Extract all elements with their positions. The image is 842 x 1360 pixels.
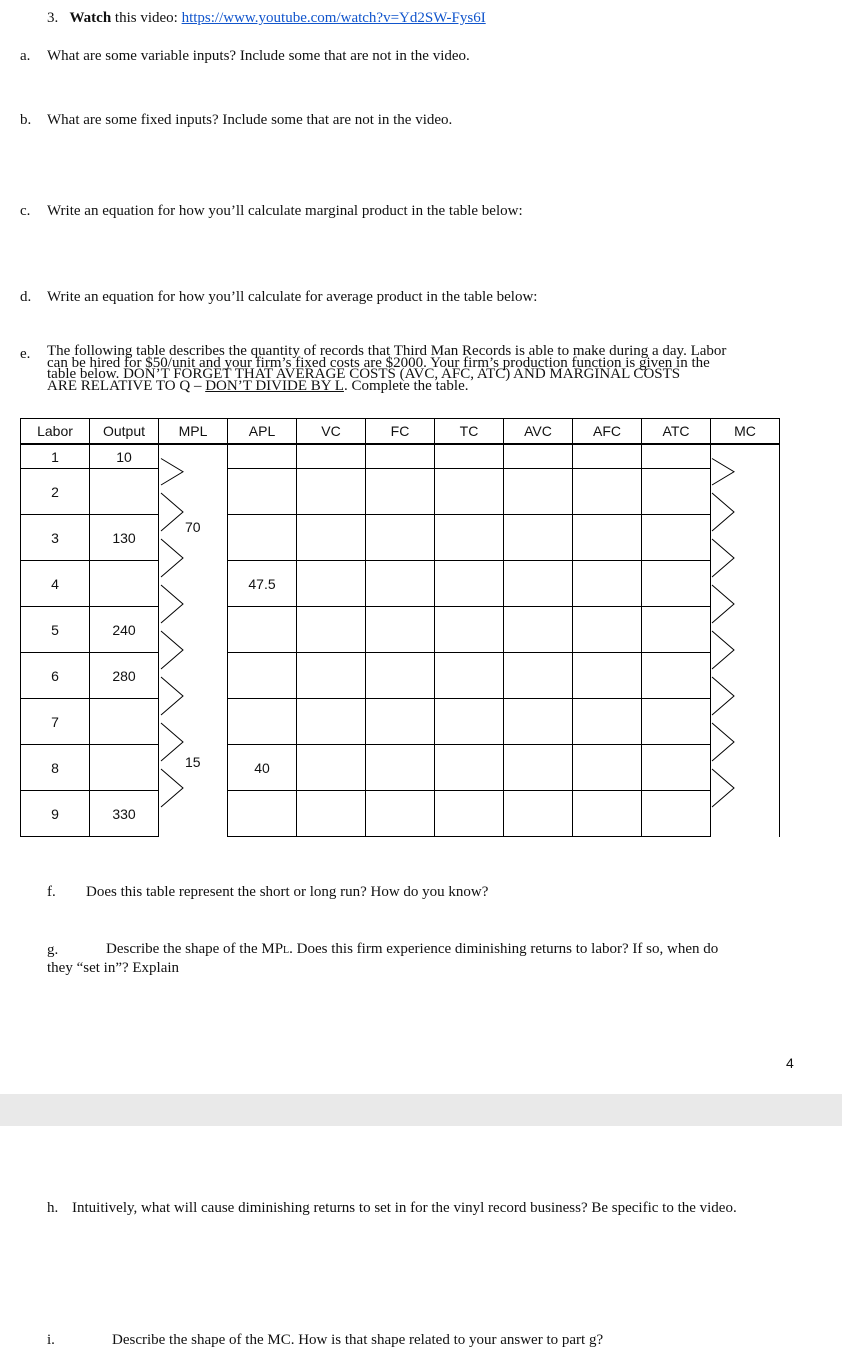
label-g: g. (47, 942, 59, 958)
mpl-chevron-arrow (161, 723, 183, 761)
question-e-line4 (47, 377, 807, 394)
cell-output: 330 (90, 791, 159, 837)
cell-avc[interactable] (504, 515, 573, 561)
cell-tc[interactable] (435, 607, 504, 653)
mc-chevron-arrow (712, 493, 734, 531)
label-c: c. (20, 203, 31, 219)
label-h: h. (47, 1200, 59, 1216)
cell-atc[interactable] (642, 515, 711, 561)
mpl-chevron-arrow (161, 459, 183, 486)
question-b: What are some fixed inputs? Include some that are not in the video. (47, 112, 453, 128)
cell-vc[interactable] (297, 745, 366, 791)
cell-apl[interactable] (228, 653, 297, 699)
cell-output[interactable] (90, 745, 159, 791)
cell-apl[interactable] (228, 444, 297, 469)
table-row (21, 515, 780, 561)
label-i: i. (47, 1332, 55, 1348)
cell-vc[interactable] (297, 515, 366, 561)
table-row (21, 699, 780, 745)
cell-apl[interactable] (228, 607, 297, 653)
cell-labor: 4 (21, 561, 90, 607)
mc-chevron-arrow (712, 677, 734, 715)
header-mc: MC (711, 419, 780, 445)
cell-atc[interactable] (642, 607, 711, 653)
cell-apl[interactable] (228, 515, 297, 561)
cell-avc[interactable] (504, 653, 573, 699)
table-row (21, 653, 780, 699)
header-apl: APL (228, 419, 297, 445)
cell-afc[interactable] (573, 444, 642, 469)
mpl-chevron-arrow (161, 677, 183, 715)
cost-table (20, 418, 780, 837)
cell-vc[interactable] (297, 653, 366, 699)
cell-labor: 7 (21, 699, 90, 745)
header-vc: VC (297, 419, 366, 445)
cell-avc[interactable] (504, 607, 573, 653)
question-e-line4a: ARE RELATIVE TO Q – (47, 377, 206, 394)
table-row (21, 561, 780, 607)
mpl-value-15: 15 (185, 754, 201, 770)
cell-labor: 3 (21, 515, 90, 561)
mpl-value-70: 70 (185, 519, 201, 535)
cell-output: 10 (90, 444, 159, 469)
cell-avc[interactable] (504, 699, 573, 745)
mpl-chevron-arrow (161, 539, 183, 577)
video-link[interactable]: https://www.youtube.com/watch?v=Yd2SW-Fys6I (181, 10, 486, 26)
header-mpl: MPL (159, 419, 228, 445)
cell-avc[interactable] (504, 469, 573, 515)
cell-tc[interactable] (435, 444, 504, 469)
cell-fc[interactable] (366, 469, 435, 515)
cell-labor: 5 (21, 607, 90, 653)
question-number: 3. (47, 10, 59, 26)
header-afc: AFC (573, 419, 642, 445)
question-i: Describe the shape of the MC. How is that shape related to your answer to part g? (112, 1332, 604, 1348)
cell-atc[interactable] (642, 561, 711, 607)
question-h: Intuitively, what will cause diminishing returns to set in for the vinyl record business? Be specific to the video. (72, 1200, 737, 1216)
cell-afc[interactable] (573, 469, 642, 515)
question-e-line4c: . Complete the table. (343, 377, 469, 394)
question-f: Does this table represent the short or long run? How do you know? (86, 884, 489, 900)
cell-vc[interactable] (297, 699, 366, 745)
table-row (21, 745, 780, 791)
cell-fc[interactable] (366, 745, 435, 791)
mpl-chevron-arrow (161, 585, 183, 623)
question-g-subscript: L (283, 945, 290, 956)
cell-atc[interactable] (642, 653, 711, 699)
question-3 (47, 9, 486, 27)
cell-tc[interactable] (435, 561, 504, 607)
cell-afc[interactable] (573, 791, 642, 837)
cell-tc[interactable] (435, 745, 504, 791)
cell-apl: 47.5 (228, 561, 297, 607)
cell-fc[interactable] (366, 653, 435, 699)
cell-vc[interactable] (297, 444, 366, 469)
cell-atc[interactable] (642, 444, 711, 469)
cell-afc[interactable] (573, 653, 642, 699)
header-output: Output (90, 419, 159, 445)
question-e-line2: can be hired for $50/unit and your firm’s fixed costs are $2000. Your firm’s production function is given in the (47, 354, 710, 371)
cell-afc[interactable] (573, 699, 642, 745)
cell-atc[interactable] (642, 699, 711, 745)
cell-fc[interactable] (366, 791, 435, 837)
cell-fc[interactable] (366, 444, 435, 469)
table-row (21, 791, 780, 837)
cell-avc[interactable] (504, 745, 573, 791)
cell-afc[interactable] (573, 561, 642, 607)
mpl-chevron-arrow (161, 769, 183, 807)
question-d: Write an equation for how you’ll calculate for average product in the table below: (47, 289, 538, 305)
cell-output: 130 (90, 515, 159, 561)
cell-afc[interactable] (573, 607, 642, 653)
mc-chevron-arrow (712, 723, 734, 761)
label-b: b. (20, 112, 32, 128)
cell-fc[interactable] (366, 561, 435, 607)
table-row (21, 607, 780, 653)
cell-labor: 8 (21, 745, 90, 791)
cell-tc[interactable] (435, 469, 504, 515)
label-d: d. (20, 289, 32, 305)
cell-atc[interactable] (642, 469, 711, 515)
mc-chevron-arrow (712, 459, 734, 486)
cell-output[interactable] (90, 699, 159, 745)
question-e-line1: The following table describes the quantity of records that Third Man Records is able to make during a day. Labor (47, 343, 727, 359)
label-e: e. (20, 346, 31, 362)
cell-output: 240 (90, 607, 159, 653)
label-f: f. (47, 884, 56, 900)
cell-vc[interactable] (297, 607, 366, 653)
cell-avc[interactable] (504, 561, 573, 607)
header-fc: FC (366, 419, 435, 445)
cell-avc[interactable] (504, 444, 573, 469)
cell-labor: 1 (21, 444, 90, 469)
cell-output[interactable] (90, 469, 159, 515)
header-labor: Labor (21, 419, 90, 445)
mc-chevron-arrow (712, 769, 734, 807)
cell-fc[interactable] (366, 515, 435, 561)
cell-labor: 9 (21, 791, 90, 837)
question-c: Write an equation for how you’ll calculate marginal product in the table below: (47, 203, 523, 219)
mpl-arrow-column (158, 443, 227, 845)
cell-afc[interactable] (573, 515, 642, 561)
question-e-line4b: DON’T DIVIDE BY L (205, 377, 344, 394)
question-g-line2: they “set in”? Explain (47, 960, 180, 976)
cell-vc[interactable] (297, 791, 366, 837)
page-number: 4 (786, 1055, 794, 1071)
cell-afc[interactable] (573, 745, 642, 791)
cell-labor: 2 (21, 469, 90, 515)
cell-tc[interactable] (435, 653, 504, 699)
mc-chevron-arrow (712, 631, 734, 669)
question-bold-word: Watch (69, 10, 112, 26)
cell-tc[interactable] (435, 515, 504, 561)
cell-apl: 40 (228, 745, 297, 791)
question-a: What are some variable inputs? Include some that are not in the video. (47, 48, 470, 64)
cell-vc[interactable] (297, 561, 366, 607)
cell-output: 280 (90, 653, 159, 699)
table-row (21, 469, 780, 515)
cell-apl[interactable] (228, 469, 297, 515)
question-e (47, 343, 807, 394)
cell-avc[interactable] (504, 791, 573, 837)
cell-apl[interactable] (228, 791, 297, 837)
cell-atc[interactable] (642, 745, 711, 791)
table-header-row (21, 419, 780, 445)
cell-vc[interactable] (297, 469, 366, 515)
cell-tc[interactable] (435, 791, 504, 837)
question-e-line3: table below. DON’T FORGET THAT AVERAGE COSTS (AVC, AFC, ATC) AND MARGINAL COSTS (47, 366, 681, 382)
mc-chevron-arrow (712, 585, 734, 623)
cell-tc[interactable] (435, 699, 504, 745)
mpl-chevron-arrow (161, 493, 183, 531)
question-text: this video: (114, 10, 178, 26)
cell-fc[interactable] (366, 699, 435, 745)
mpl-chevron-arrow (161, 631, 183, 669)
mc-arrow-column (709, 443, 778, 845)
cell-output[interactable] (90, 561, 159, 607)
cell-fc[interactable] (366, 607, 435, 653)
page-break (0, 1094, 842, 1126)
header-atc: ATC (642, 419, 711, 445)
question-g-text2: . Does this firm experience diminishing returns to labor? If so, when do (289, 941, 719, 957)
cell-apl[interactable] (228, 699, 297, 745)
header-avc: AVC (504, 419, 573, 445)
label-a: a. (20, 48, 31, 64)
cell-atc[interactable] (642, 791, 711, 837)
question-g (106, 940, 718, 960)
table-row (21, 444, 780, 469)
question-g-text1: Describe the shape of the MP (106, 941, 284, 957)
cell-labor: 6 (21, 653, 90, 699)
header-tc: TC (435, 419, 504, 445)
mc-chevron-arrow (712, 539, 734, 577)
